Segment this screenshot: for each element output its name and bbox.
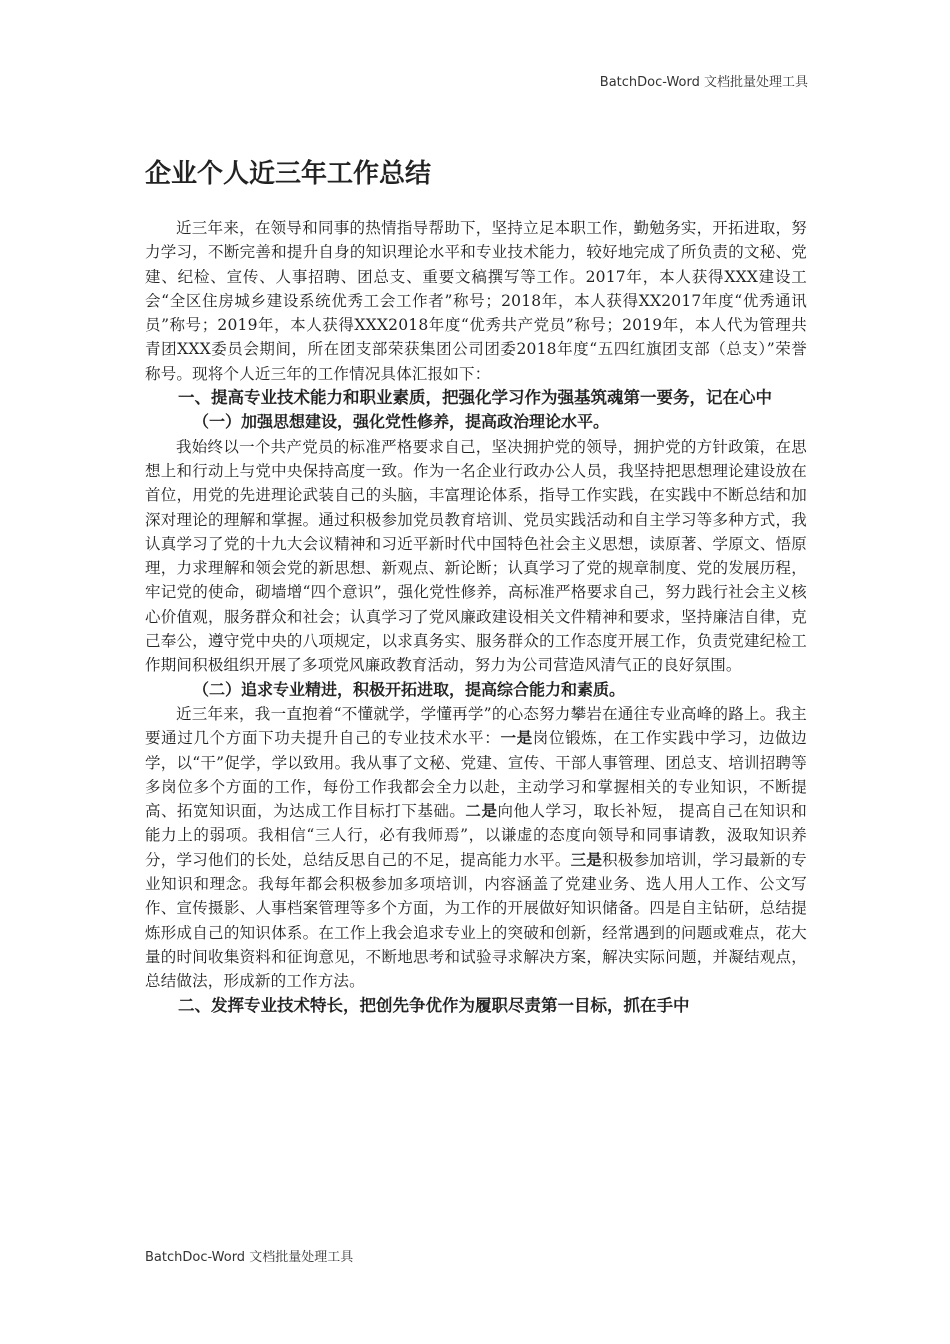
paragraph-2: [145, 702, 807, 994]
page-footer: BatchDoc-Word 文档批量处理工具: [145, 1250, 354, 1265]
paragraph-2-text-a: 近三年来，我一直抱着“不懂就学，学懂再学”的心态努力攀岩在通往专业高峰的路上。我主要通过几个方面下功夫提升自己的专业技术水平：: [145, 704, 807, 748]
emphasis-first: 一是: [500, 729, 533, 748]
page-header: BatchDoc-Word 文档批量处理工具: [599, 75, 808, 90]
document-body: [145, 152, 807, 1018]
emphasis-second: 二是: [465, 802, 498, 821]
paragraph-2-text-c: 向他人学习，取长补短， 提高自己在知识和能力上的弱项。我相信“三人行，必有我师焉”，以谦虚的态度向领导和同事请教，汲取知识养分，学习他们的长处，总结反思自己的不足，提高能力水平。: [145, 802, 807, 869]
section-heading-2: 二、发挥专业技术特长，把创先争优作为履职尽责第一目标，抓在手中: [178, 995, 690, 1015]
subsection-heading-1: （一）加强思想建设，强化党性修养，提高政治理论水平。: [193, 412, 610, 432]
paragraph-1: 我始终以一个共产党员的标准严格要求自己，坚决拥护党的领导，拥护党的方针政策，在思想上和行动上与党中央保持高度一致。作为一名企业行政办公人员，我坚持把思想理论建设放在首位，用党的先进理论武装自己的头脑，丰富理论体系，指导工作实践，在实践中不断总结和加深对理论的理解和掌握。通过积极参加党员教育培训、党员实践活动和自主学习等多种方式，我认真学习了党的十九大会议精神和习近平新时代中国特色社会主义思想，读原著、学原文、悟原理，力求理解和领会党的新思想、新观点、新论断；认真学习了党的规章制度、党的发展历程，牢记党的使命，砌墙增“四个意识”，强化党性修养，高标准严格要求自己，努力践行社会主义核心价值观，服务群众和社会；认真学习了党风廉政建设相关文件精神和要求，坚持廉洁自律，克己奉公，遵守党中央的八项规定，以求真务实、服务群众的工作态度开展工作，负责党建纪检工作期间积极组织开展了多项党风廉政教育活动，努力为公司营造风清气正的良好氛围。: [145, 437, 807, 675]
document-title: 企业个人近三年工作总结: [145, 159, 432, 189]
paragraph-2-text-b: 岗位锻炼，在工作实践中学习，边做边学，以“干”促学，学以致用。我从事了文秘、党建、宣传、干部人事管理、团总支、培训招聘等多岗位多个方面的工作，每份工作我都会全力以赴，主动学习和掌握相关的专业知识，不断提高、拓宽知识面，为达成工作目标打下基础。: [145, 729, 808, 821]
paragraph-2-text-d: 积极参加培训，学习最新的专业知识和理念。我每年都会积极参加多项培训，内容涵盖了党建业务、选人用人工作、公文写作、宣传摄影、人事档案管理等多个方面，为工作的开展做好知识储备。四是自主钻研，总结提炼形成自己的知识体系。在工作上我会追求专业上的突破和创新，经常遇到的问题或难点，花大量的时间收集资料和征询意见，不断地思考和试验寻求解决方案，解决实际问题，并凝结观点，总结做法，形成新的工作方法。: [145, 850, 807, 991]
section-heading-1: 一、提高专业技术能力和职业素质，把强化学习作为强基筑魂第一要务，记在心中: [178, 388, 772, 408]
emphasis-third: 三是: [570, 850, 603, 869]
subsection-heading-2: （二）追求专业精进，积极开拓进取，提高综合能力和素质。: [193, 679, 626, 699]
intro-paragraph: 近三年来，在领导和同事的热情指导帮助下，坚持立足本职工作，勤勉务实，开拓进取，努力学习，不断完善和提升自身的知识理论水平和专业技术能力，较好地完成了所负责的文秘、党建、纪检、宣传、人事招聘、团总支、重要文稿撰写等工作。2017年，本人获得XXX建设工会“全区住房城乡建设系统优秀工会工作者”称号；2018年，本人获得XX2017年度“优秀通讯员”称号；2019年，本人获得XXX2018年度“优秀共产党员”称号；2019年，本人代为管理共青团XXX委员会期间，所在团支部荣获集团公司团委2018年度“五四红旗团支部（总支）”荣誉称号。现将个人近三年的工作情况具体汇报如下：: [145, 219, 807, 383]
